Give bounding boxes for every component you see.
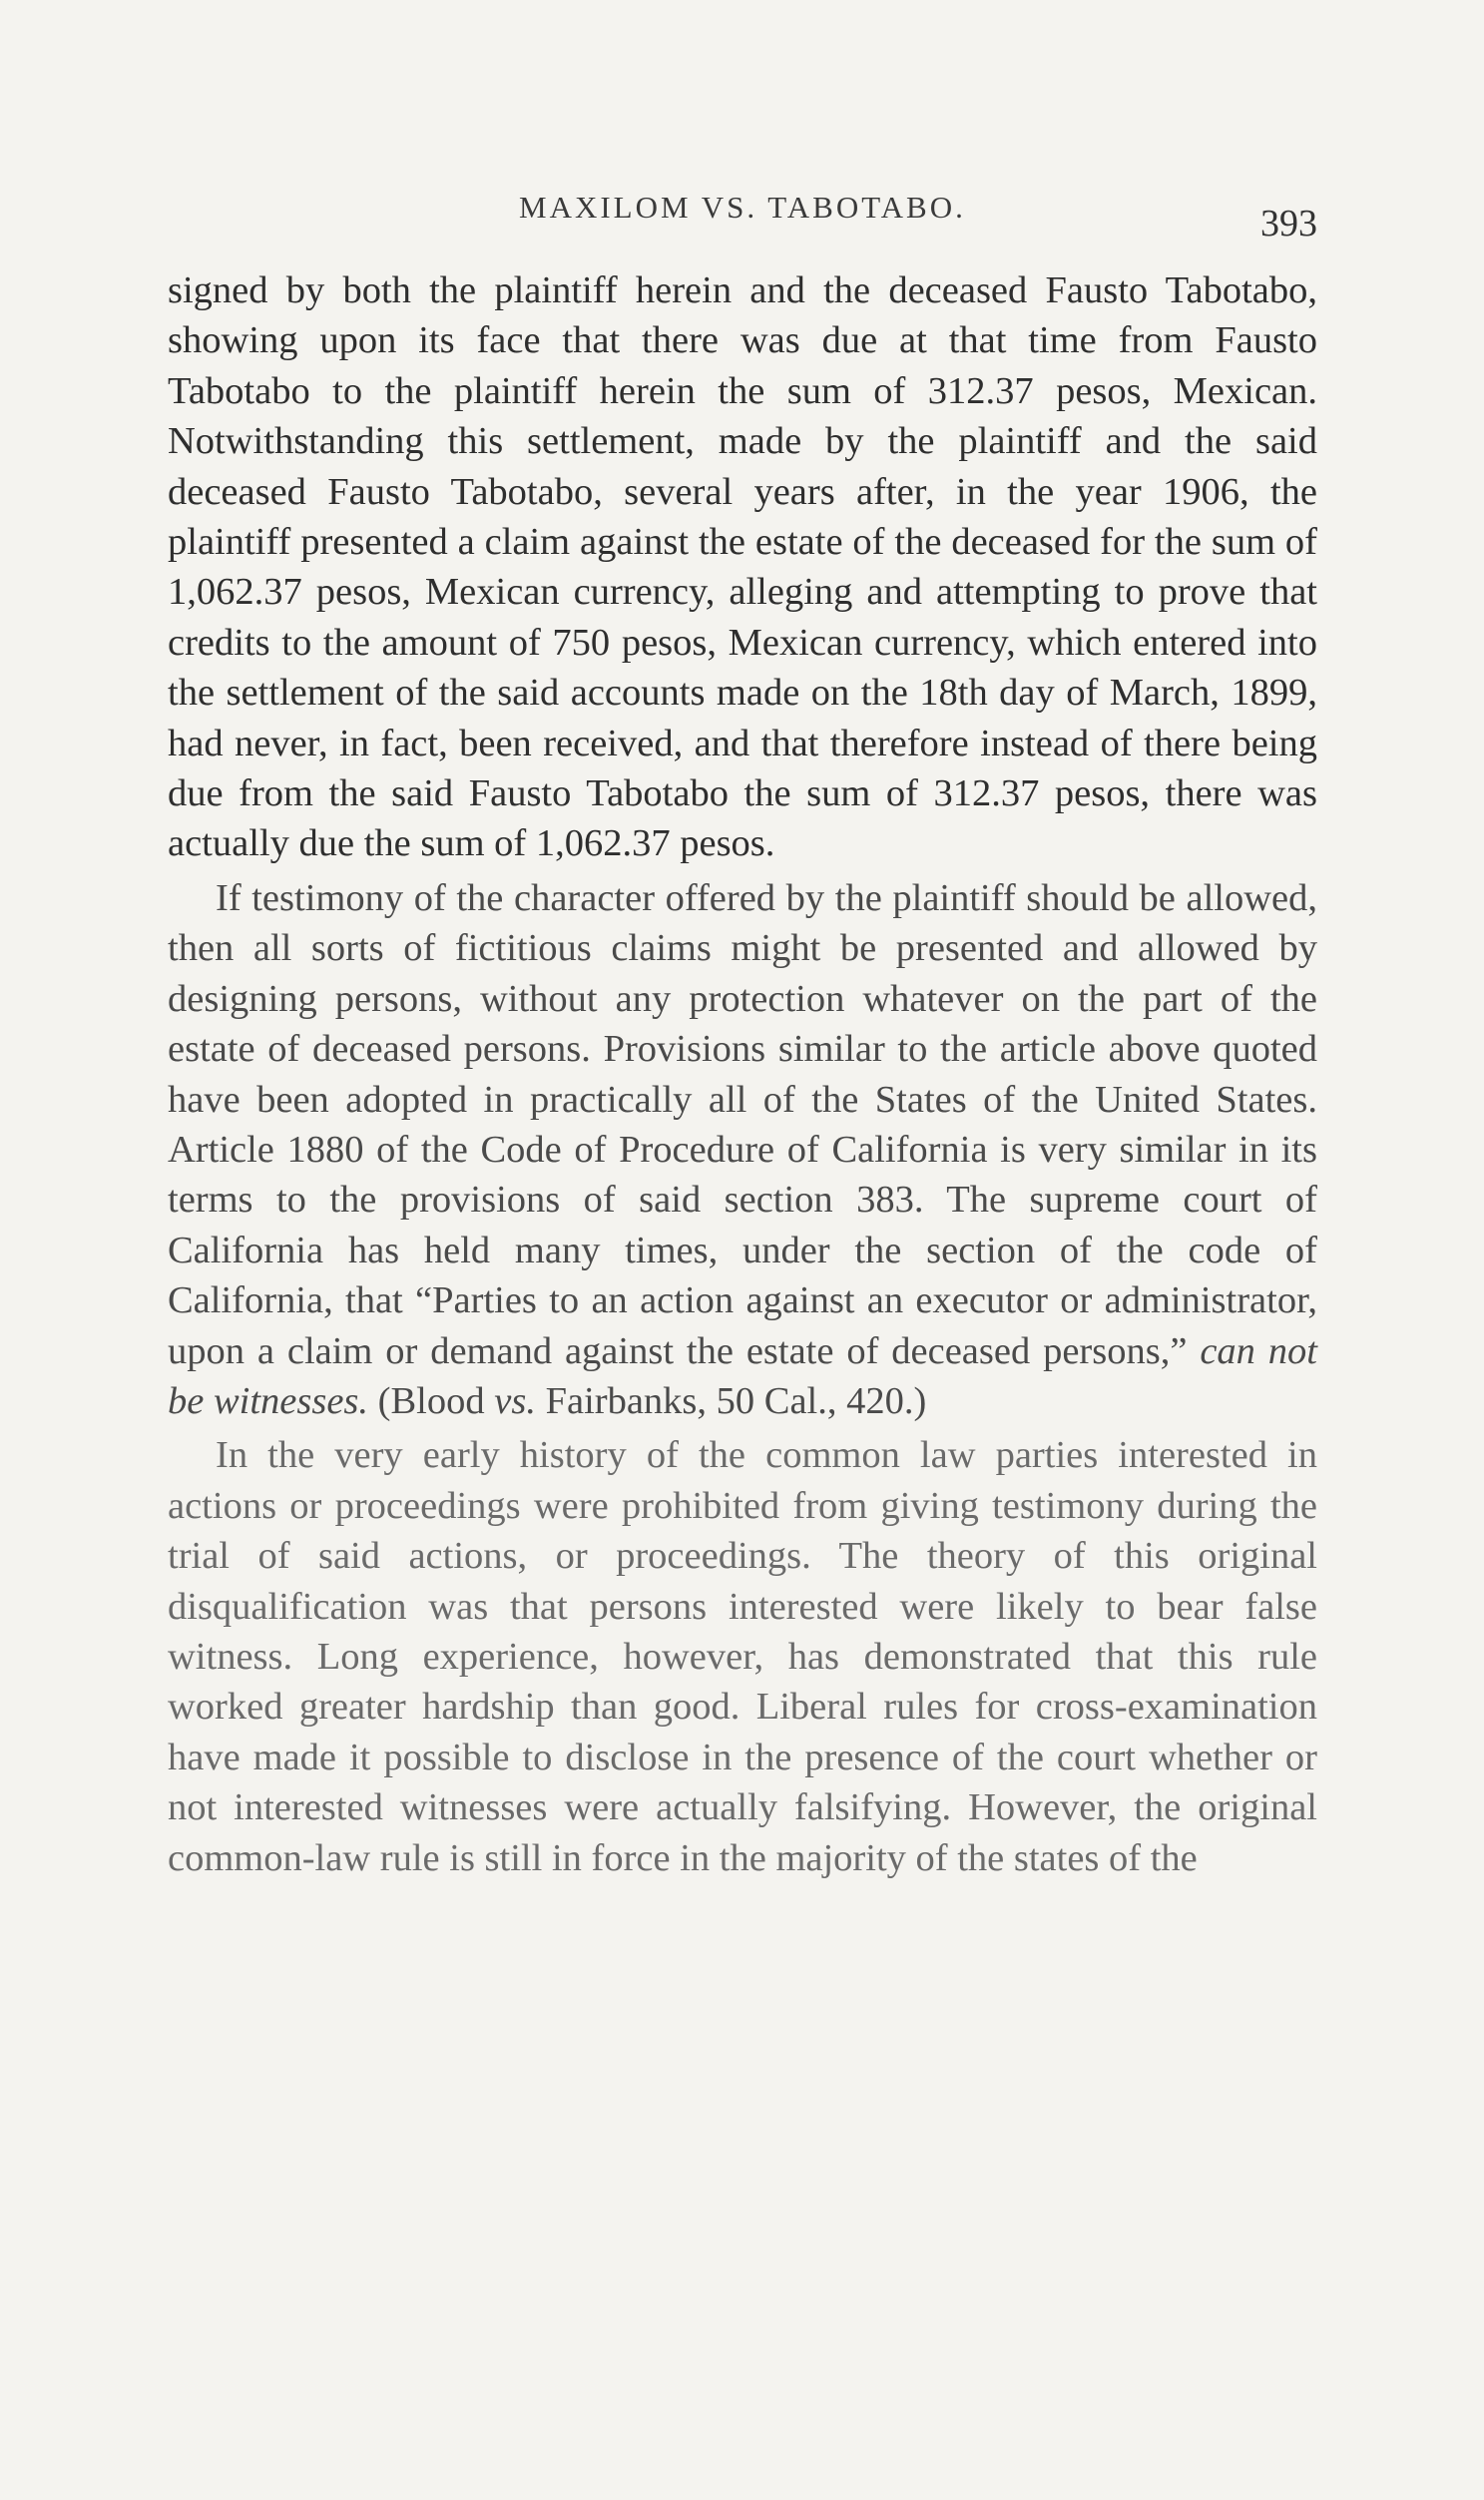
- document-page: [168, 190, 1317, 1883]
- paragraph-2: [168, 873, 1317, 1426]
- paragraph-1: signed by both the plaintiff herein and the deceased Fausto Tabotabo, showing upon its face that there was due at that time from Fausto Tabotabo to the plaintiff herein the sum of 312.37 pesos, Mexican. Notwithstanding this settlement, made by the plaintiff and the said deceased Fausto Tabotabo, several years after, in the year 1906, the plaintiff presented a claim against the estate of the deceased for the sum of 1,062.37 pesos, Mexican currency, alleging and attempting to prove that credits to the amount of 750 pesos, Mexican currency, which entered into the settlement of the said accounts made on the 18th day of March, 1899, had never, in fact, been received, and that therefore instead of there being due from the said Fausto Tabotabo the sum of 312.37 pesos, there was actually due the sum of 1,062.37 pesos.: [168, 269, 1317, 865]
- running-title: MAXILOM VS. TABOTABO.: [519, 190, 966, 225]
- paragraph-2-text: If testimony of the character offered by the plaintiff should be allowed, then all sorts of fictitious claims might be presented and allowed by designing persons, without any protection whatever on the part of the estate of deceased persons. Provisions similar to the article above quoted have been adopted in practically all of the States of the United States. Article 1880 of the Code of Procedure of California is very similar in its terms to the provisions of said section 383. The supreme court of California has held many times, under the section of the code of California, that “Parties to an action against an executor or administrator, upon a claim or demand against the estate of deceased persons,”: [168, 876, 1317, 1372]
- paragraph-3: In the very early history of the common law parties interested in actions or proceedings were prohibited from giving testimony during the trial of said actions, or proceedings. The theory of this original disqualification was that persons interested were likely to bear false witness. Long experience, however, has demonstrated that this rule worked greater hardship than good. Liberal rules for cross-examination have made it possible to disclose in the presence of the court whether or not interested witnesses were actually falsifying. However, the original common-law rule is still in force in the majority of the states of the: [168, 1434, 1317, 1879]
- italic-phrase: can not be witnesses.: [168, 1329, 1317, 1422]
- page-number: 393: [1260, 203, 1317, 245]
- citation-open: (Blood: [377, 1379, 485, 1422]
- running-header: [168, 190, 1317, 250]
- citation-vs: vs.: [494, 1379, 536, 1422]
- citation-close: Fairbanks, 50 Cal., 420.): [545, 1379, 927, 1422]
- body-text: [168, 265, 1317, 1883]
